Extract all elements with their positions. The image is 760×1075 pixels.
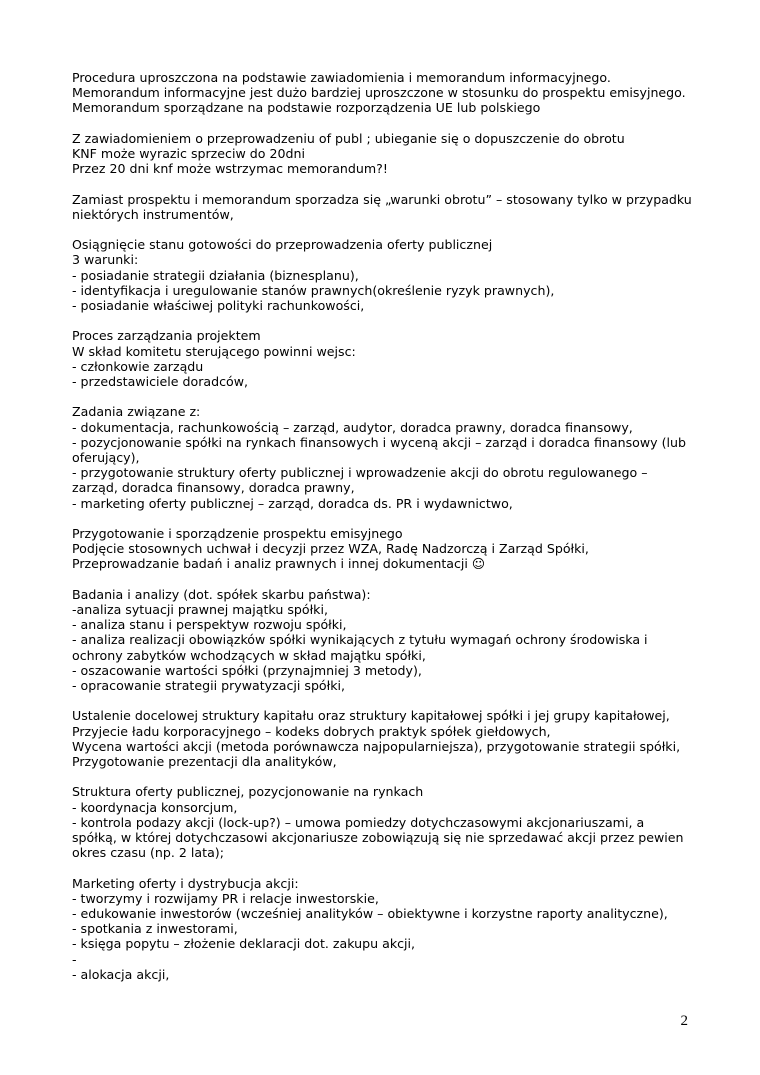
list-item: - pozycjonowanie spółki na rynkach finansowych i wyceną akcji – zarząd i doradca finansowy (lub oferujący), xyxy=(72,434,687,465)
text-line: Osiągnięcie stanu gotowości do przeprowadzenia oferty publicznej xyxy=(72,237,493,253)
text-line: Procedura uproszczona na podstawie zawiadomienia i memorandum informacyjnego. xyxy=(72,70,611,85)
text-line: Przygotowanie i sporządzenie prospektu emisyjnego xyxy=(72,526,403,541)
paragraph-project-management xyxy=(72,328,692,389)
document-page xyxy=(72,70,692,997)
paragraph-notification xyxy=(72,131,692,177)
text-line: Ustalenie docelowej struktury kapitału oraz struktury kapitałowej spółki i jej grupy kapitałowej, xyxy=(72,708,670,724)
text-line: Badania i analizy (dot. spółek skarbu państwa): xyxy=(72,586,371,602)
text-line: Przeprowadzanie badań i analiz prawnych i innej dokumentacji ☺ xyxy=(72,556,486,572)
list-item: - analiza realizacji obowiązków spółki wynikających z tytułu wymagań ochrony środowiska i ochrony zabytków wchodzących w skład majątku spółki, xyxy=(72,632,648,663)
list-item: - przedstawiciele doradców, xyxy=(72,374,249,389)
text-line: Zamiast prospektu i memorandum sporzadza się „warunki obrotu” – stosowany tylko w przypadku niektórych instrumentów, xyxy=(72,191,692,222)
text-line: Przez 20 dni knf może wstrzymac memorandum?! xyxy=(72,161,388,177)
paragraph-simplified-procedure xyxy=(72,70,692,116)
list-item: - analiza stanu i perspektyw rozwoju spółki, xyxy=(72,617,347,633)
list-item: - tworzymy i rozwijamy PR i relacje inwestorskie, xyxy=(72,890,379,906)
text-line: Struktura oferty publicznej, pozycjonowanie na rynkach xyxy=(72,784,424,800)
paragraph-research xyxy=(72,587,692,693)
text-line: Przygotowanie prezentacji dla analityków, xyxy=(72,754,337,770)
paragraph-tasks xyxy=(72,404,692,510)
list-item: - edukowanie inwestorów (wcześniej analityków – obiektywne i korzystne raporty analityczne), xyxy=(72,906,668,922)
text-line: Marketing oferty i dystrybucja akcji: xyxy=(72,875,299,891)
text-line: Proces zarządzania projektem xyxy=(72,328,261,344)
paragraph-offer-structure xyxy=(72,784,692,860)
text-line: Przyjecie ładu korporacyjnego – kodeks dobrych praktyk spółek giełdowych, xyxy=(72,723,551,739)
paragraph-prospectus xyxy=(72,526,692,572)
text-line: Memorandum informacyjne jest dużo bardziej uproszczone w stosunku do prospektu emisyjnego. xyxy=(72,85,686,101)
list-item: - członkowie zarządu xyxy=(72,358,204,374)
paragraph-readiness xyxy=(72,237,692,313)
list-item: - alokacja akcji, xyxy=(72,966,170,982)
list-item: - przygotowanie struktury oferty publicznej i wprowadzenie akcji do obrotu regulowanego – zarząd, doradca finansowy, doradca prawny, xyxy=(72,465,648,496)
text-line: Memorandum sporządzane na podstawie rozporządzenia UE lub polskiego xyxy=(72,100,541,116)
list-item: - identyfikacja i uregulowanie stanów prawnych(określenie ryzyk prawnych), xyxy=(72,282,555,298)
paragraph-marketing xyxy=(72,876,692,982)
text-line: Zadania związane z: xyxy=(72,404,201,420)
list-item: - księga popytu – złożenie deklaracji dot. zakupu akcji, xyxy=(72,936,416,952)
text-line: 3 warunki: xyxy=(72,252,139,268)
text-line: W skład komitetu sterującego powinni wejsc: xyxy=(72,343,356,359)
list-item: - spotkania z inwestorami, xyxy=(72,921,238,937)
text-line: Wycena wartości akcji (metoda porównawcza najpopularniejsza), przygotowanie strategii spółki, xyxy=(72,738,681,754)
list-item: - posiadanie właściwej polityki rachunkowości, xyxy=(72,298,365,313)
list-item: - marketing oferty publicznej – zarząd, doradca ds. PR i wydawnictwo, xyxy=(72,495,513,511)
list-item: - posiadanie strategii działania (biznesplanu), xyxy=(72,267,359,283)
paragraph-trading-conditions xyxy=(72,192,692,222)
list-item: - kontrola podazy akcji (lock-up?) – umowa pomiedzy dotychczasowymi akcjonariuszami, a spółką, w której dotychczasowi akcjonariusze zobowiązują się nie sprzedawać akcji przez pewien okres czasu (np. 2 lata); xyxy=(72,814,684,861)
text-line: Podjęcie stosownych uchwał i decyzji przez WZA, Radę Nadzorczą i Zarząd Spółki, xyxy=(72,541,589,557)
list-item: - xyxy=(72,951,77,967)
list-item: - koordynacja konsorcjum, xyxy=(72,799,238,815)
list-item: -analiza sytuacji prawnej majątku spółki, xyxy=(72,602,328,617)
list-item: - oszacowanie wartości spółki (przynajmniej 3 metody), xyxy=(72,662,422,678)
list-item: - opracowanie strategii prywatyzacji spółki, xyxy=(72,678,346,694)
paragraph-capital-structure xyxy=(72,708,692,769)
text-line: Z zawiadomieniem o przeprowadzeniu of publ ; ubieganie się o dopuszczenie do obrotu xyxy=(72,130,625,146)
page-number: 2 xyxy=(680,1013,688,1029)
list-item: - dokumentacja, rachunkowością – zarząd, audytor, doradca prawny, doradca finansowy, xyxy=(72,419,633,435)
text-line: KNF może wyrazic sprzeciw do 20dni xyxy=(72,146,305,161)
